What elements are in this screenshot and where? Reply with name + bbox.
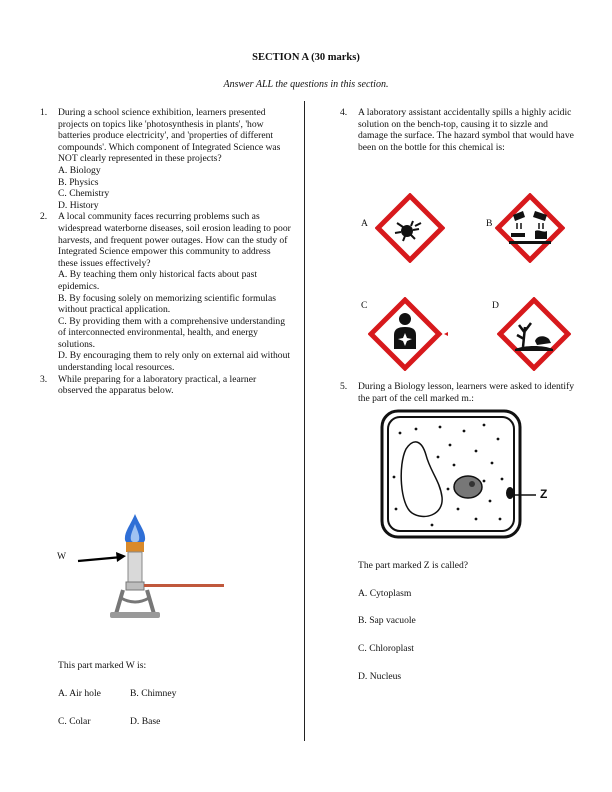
hazard-symbol-d <box>497 297 571 376</box>
explosive-hazard-icon <box>375 193 445 263</box>
option-d: D. Base <box>130 716 161 727</box>
question-5-prompt: The part marked Z is called? <box>358 560 469 571</box>
hazard-symbol-a <box>375 193 445 268</box>
question-number: 1. <box>40 107 48 118</box>
figure-label-w: W <box>57 551 67 562</box>
option-a: A. Biology <box>58 164 101 176</box>
option-c: C. By providing them with a comprehensive understanding of interconnected environmental, health, and energy solutions. <box>58 315 286 350</box>
option-d: D. History <box>58 199 99 211</box>
environment-hazard-icon <box>497 297 571 371</box>
question-text: A local community faces recurring problems such as widespread waterborne diseases, soil erosion leading to poor harvests, and frequent power outages. How can the study of Integrated Science empower this community to address these issues effectively? <box>58 211 291 269</box>
option-a: A. Air hole <box>58 688 101 699</box>
plant-cell-icon <box>380 409 560 541</box>
hazard-label-b: B <box>486 218 493 229</box>
plant-cell-figure <box>380 409 560 546</box>
question-5-block <box>340 381 578 404</box>
option-c: C. Chloroplast <box>358 643 414 654</box>
option-b: B. Physics <box>58 176 99 188</box>
question-5 <box>340 381 578 404</box>
question-number: 3. <box>40 373 48 385</box>
right-column <box>340 107 578 153</box>
question-4 <box>340 107 578 153</box>
question-text: During a school science exhibition, learners presented projects on topics like 'photosynthesis in plants', 'how batteries produce electricity', and 'properties of different compounds'. Which component of Integrated Science was NOT clearly represented in these projects? <box>58 107 281 165</box>
option-c: C. Chemistry <box>58 188 110 200</box>
left-column <box>40 107 292 397</box>
option-c: C. Colar <box>58 716 91 727</box>
hazard-label-a: A <box>361 218 368 229</box>
column-divider <box>304 101 305 741</box>
question-2 <box>40 211 292 373</box>
question-1 <box>40 107 292 211</box>
bunsen-burner-icon <box>50 512 240 634</box>
question-text: A laboratory assistant accidentally spills a highly acidic solution on the bench-top, causing it to sizzle and damage the surface. The hazard symbol that would have been on the bottle for this chemical is: <box>358 107 574 153</box>
question-text: During a Biology lesson, learners were asked to identify the part of the cell marked m.: <box>358 381 575 404</box>
question-text: While preparing for a laboratory practical, a learner observed the apparatus below. <box>58 373 257 397</box>
figure-label-z: Z <box>540 487 548 501</box>
option-b: B. Sap vacuole <box>358 615 416 626</box>
question-number: 5. <box>340 381 348 392</box>
health-hazard-icon <box>368 297 448 371</box>
hazard-label-c: C <box>361 300 368 311</box>
instruction: Answer ALL the questions in this section. <box>223 79 389 90</box>
bunsen-burner-figure <box>50 512 240 639</box>
option-a: A. Cytoplasm <box>358 588 412 599</box>
option-d: D. Nucleus <box>358 671 402 682</box>
question-number: 4. <box>340 107 348 118</box>
option-a: A. By teaching them only historical facts about past epidemics. <box>58 269 258 292</box>
option-d: D. By encouraging them to rely only on external aid without understanding local resources. <box>58 350 291 374</box>
hazard-label-d: D <box>492 300 499 311</box>
corrosive-hazard-icon <box>495 193 565 263</box>
question-3 <box>40 374 292 397</box>
option-b: B. By focusing solely on memorizing scientific formulas without practical application. <box>58 292 276 316</box>
hazard-symbol-c <box>368 297 448 376</box>
hazard-symbol-b <box>495 193 565 268</box>
option-b: B. Chimney <box>130 688 177 699</box>
section-title: SECTION A (30 marks) <box>252 52 360 63</box>
question-number: 2. <box>40 211 48 223</box>
question-3-prompt: This part marked W is: <box>58 660 147 671</box>
